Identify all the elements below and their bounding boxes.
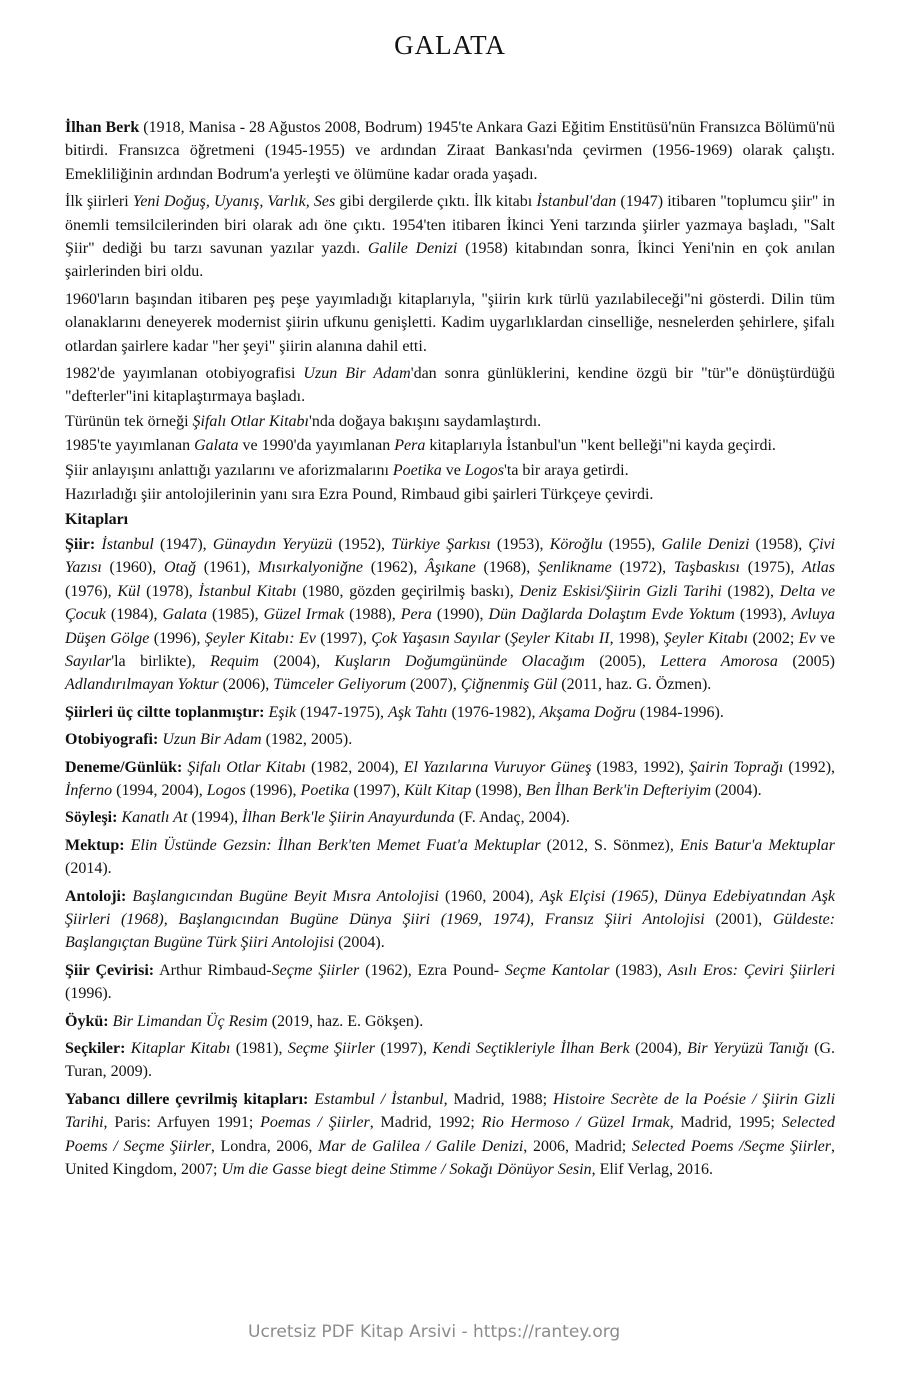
book-title: Kült Kitap — [404, 781, 472, 799]
book-title: Asılı Eros: Çeviri Şiirleri — [667, 961, 836, 979]
book-title: Avluya Düşen Gölge — [65, 606, 836, 647]
book-title: Rio Hermoso / Güzel Irmak — [481, 1114, 670, 1132]
book-title: Kitaplar Kitabı — [130, 1040, 231, 1058]
book-detail: (2004). — [711, 781, 762, 799]
book-detail: (1961), — [195, 559, 259, 577]
books-yabanci — [65, 1088, 835, 1182]
book-title: Kendi Seçtikleriyle İlhan Berk — [432, 1040, 630, 1058]
book-detail: (1996). — [65, 985, 112, 1003]
book-title: Çok Yaşasın Sayılar — [371, 629, 501, 647]
book-title: Mar de Galilea / Galile Denizi — [318, 1137, 524, 1155]
book-title: Histoire Secrète de la Poésie / Şiirin Gizli Tarihi — [65, 1090, 836, 1132]
biography-text — [65, 116, 835, 1185]
book-detail: (1993), — [734, 606, 792, 624]
book-detail: (1994, 2004), — [112, 781, 207, 799]
book-title: Şeyler Kitabı — [663, 629, 749, 647]
book-detail: (2007), — [406, 676, 461, 694]
books-otobiyografi — [65, 728, 835, 751]
bio-paragraph: İlk şiirleri Yeni Doğuş, Uyanış, Varlık, Ses gibi dergilerde çıktı. İlk kitabı İstanbul'dan (1947) itibaren "toplumcu şiir" in önemli temsilcilerinden biri olarak adı öne çıktı. 1954'ten itibaren İkinci Yeni tarzında şiirler yazmaya başladı, "Salt Şiir" dediği bu tarzı savunan yazılar yazdı. Galile Denizi (1958) kitabından sonra, İkinci Yeni'nin en çok anılan şairlerinden biri oldu. — [65, 193, 836, 281]
book-detail: (1998), — [471, 781, 526, 799]
book-title: Ben İlhan Berk'in Defteriyim — [525, 781, 711, 799]
book-detail: (1976-1982), — [447, 703, 540, 721]
book-detail: (1955), — [602, 535, 662, 553]
book-detail: (1992), — [783, 758, 836, 776]
category-list — [117, 809, 569, 826]
book-title: Uzun Bir Adam — [162, 731, 262, 749]
book-detail: (1982, 2004), — [305, 758, 404, 776]
book-detail: (1996), — [245, 781, 301, 799]
book-detail: (1990), — [431, 606, 489, 624]
book-detail: (1983, 1992), — [591, 758, 690, 776]
book-title: Seçme Şiirler — [271, 961, 360, 979]
book-title: Sayılar — [65, 652, 112, 670]
book-title: El Yazılarına Vuruyor Güneş — [403, 758, 592, 776]
book-detail: (1958), — [749, 535, 809, 553]
book-detail: (2011, haz. G. Özmen). — [557, 676, 712, 694]
book-detail: (F. Andaç, 2004). — [454, 809, 570, 827]
book-detail: (2012, S. Sönmez), — [540, 836, 680, 854]
watermark: Ucretsiz PDF Kitap Arsivi - https://rantey.org — [248, 1322, 621, 1342]
book-detail: (2006), — [218, 676, 274, 694]
book-title: Selected Poems /Seçme Şiirler — [631, 1137, 832, 1155]
book-title: Akşama Doğru — [539, 703, 636, 721]
book-detail: (1982, 2005). — [261, 731, 353, 749]
book-title: Şenlikname — [537, 559, 612, 577]
category-label: Söyleşi: — [65, 809, 118, 827]
bio-paragraph: İlhan Berk (1918, Manisa - 28 Ağustos 2008, Bodrum) 1945'te Ankara Gazi Eğitim Enstitüsü'nün Fransızca Bölümü'nü bitirdi. Fransızca öğretmeni (1945-1955) ve ardından Ziraat Bankası'nda çevirmen (1956-1969) olarak çalıştı. Emekliliğinin ardından Bodrum'a yerleşti ve ölümüne kadar orada yaşadı. — [65, 119, 835, 183]
book-detail: (G. Turan, 2009). — [65, 1040, 836, 1081]
book-detail: (1997), — [349, 781, 405, 799]
books-siir — [65, 533, 835, 697]
book-detail: (1984), — [105, 606, 163, 624]
book-title: Başlangıcından Bugüne Beyit Mısra Antolojisi — [132, 887, 439, 905]
book-detail: (1984-1996). — [635, 703, 724, 721]
category-label: Şiirleri üç ciltte toplanmıştır: — [65, 703, 265, 721]
bio-paragraph: Hazırladığı şiir antolojilerinin yanı sıra Ezra Pound, Rimbaud gibi şairleri Türkçeye çevirdi. — [65, 486, 654, 504]
book-title: Logos — [206, 781, 246, 799]
book-title: Şeyler Kitabı: Ev — [204, 629, 316, 647]
category-label: Deneme/Günlük: — [65, 758, 183, 776]
book-detail: (2004), — [258, 652, 335, 670]
book-title: Requim — [210, 652, 259, 670]
page-title: GALATA — [394, 30, 506, 60]
book-title: Estambul / İstanbul — [314, 1090, 444, 1108]
author-name: İlhan Berk — [65, 119, 140, 136]
books-heading: Kitapları — [65, 510, 129, 528]
book-title: Kuşların Doğumgününde Olacağım — [334, 652, 585, 670]
book-title: Şairin Toprağı — [689, 758, 784, 776]
category-list — [65, 962, 835, 1002]
book-detail: , Madrid, 1995; — [669, 1114, 782, 1132]
book-detail: (1962), Ezra Pound- — [359, 961, 505, 979]
book-detail: (1976), — [65, 582, 118, 600]
book-title: Enis Batur'a Mektuplar — [679, 836, 836, 854]
books-mektup — [65, 834, 835, 881]
book-title: Galile Denizi — [661, 535, 750, 553]
book-detail: , Elif Verlag, 2016. — [591, 1161, 714, 1179]
bio-paragraph: 1985'te yayımlanan Galata ve 1990'da yayımlanan Pera kitaplarıyla İstanbul'un "kent belleği"ni kayda geçirdi. — [65, 437, 776, 455]
book-title: Elin Üstünde Gezsin: İlhan Berk'ten Memet Fuat'a Mektuplar — [130, 836, 541, 854]
books-soylesi — [65, 806, 835, 829]
book-detail: (1978), — [140, 582, 199, 600]
book-title: Âşıkane — [425, 559, 476, 577]
book-detail: , Londra, 2006, — [210, 1137, 319, 1155]
book-title: Um die Gasse biegt deine Stimme / Sokağı Dönüyor Sesin — [221, 1161, 592, 1179]
book-title: Poetika — [300, 781, 350, 799]
book-detail: (1972), — [611, 559, 674, 577]
book-detail: , Madrid, 1992; — [369, 1114, 482, 1132]
book-title: Aşk Elçisi (1965), Dünya Edebiyatından Aşk Şiirleri (1968), Başlangıcından Bugüne Dünya Şiiri (1969, 1974), Fransız Şiiri Antolojisi — [65, 887, 836, 928]
book-title: Dün Dağlarda Dolaştım Evde Yoktum — [488, 606, 735, 624]
book-title: Mısırkalyoniğne — [258, 559, 363, 577]
book-detail: 'la birlikte), — [111, 652, 211, 670]
book-title: Eşik — [268, 703, 297, 721]
book-detail: , United Kingdom, 2007; — [65, 1137, 836, 1179]
book-title: Çiğnenmiş Gül — [460, 676, 558, 694]
book-detail: (2014). — [65, 860, 112, 878]
book-title: Aşk Tahtı — [388, 703, 448, 721]
book-title: Delta ve Çocuk — [65, 582, 836, 624]
book-detail: (1997), — [374, 1040, 433, 1058]
book-detail: (1960, 2004), — [438, 887, 540, 905]
book-title: İstanbul Kitabı — [198, 582, 297, 600]
category-label: Yabancı dillere çevrilmiş kitapları: — [65, 1090, 309, 1108]
book-title: Atlas — [802, 559, 835, 577]
book-title: Şifalı Otlar Kitabı — [187, 758, 306, 776]
book-detail: (1994), — [187, 809, 243, 827]
book-title: Kanatlı At — [121, 809, 188, 827]
book-detail: Arthur Rimbaud- — [154, 961, 272, 979]
book-title: Pera — [400, 606, 432, 624]
book-detail: (1968), — [475, 559, 538, 577]
category-label: Şiir: — [65, 535, 96, 553]
book-title: Türkiye Şarkısı — [391, 535, 491, 553]
book-title: Bir Yeryüzü Tanığı — [687, 1040, 809, 1058]
books-oyku — [65, 1010, 835, 1033]
book-detail: , 2006, Madrid; — [523, 1137, 632, 1155]
book-detail: (2002; — [748, 629, 799, 647]
category-list — [158, 731, 352, 748]
book-detail: (1980, gözden geçirilmiş baskı), — [296, 582, 520, 600]
book-title: Lettera Amorosa — [660, 652, 778, 670]
book-title: Şeyler Kitabı II — [510, 629, 610, 647]
book-title: İnferno — [65, 781, 113, 799]
book-title: Bir Limandan Üç Resim — [112, 1012, 268, 1030]
book-title: Galata — [162, 606, 207, 624]
book-detail: (2005) — [777, 652, 836, 670]
bio-paragraph: Türünün tek örneği Şifalı Otlar Kitabı'nda doğaya bakışını saydamlaştırdı. — [65, 412, 542, 430]
book-title: Ev — [798, 629, 816, 647]
book-title: Kül — [117, 582, 141, 600]
book-detail: (2001), — [704, 911, 773, 928]
category-list — [65, 536, 835, 693]
book-detail: , Paris: Arfuyen 1991; — [103, 1114, 261, 1132]
book-title: Taşbaskısı — [673, 559, 740, 577]
book-detail: (1952), — [332, 535, 392, 553]
book-title: Güldeste: Başlangıçtan Bugüne Türk Şiiri Antolojisi — [65, 911, 836, 952]
book-title: Köroğlu — [549, 535, 603, 553]
book-detail: (1953), — [490, 535, 550, 553]
category-label: Mektup: — [65, 836, 125, 854]
book-detail: (1985), — [206, 606, 264, 624]
category-label: Antoloji: — [65, 887, 127, 905]
category-label: Öykü: — [65, 1012, 109, 1030]
book-title: Otağ — [163, 559, 196, 577]
book-title: Adlandırılmayan Yoktur — [65, 676, 219, 694]
books-deneme — [65, 756, 835, 803]
category-list — [265, 704, 724, 721]
books-seckiler — [65, 1037, 835, 1084]
book-title: Günaydın Yeryüzü — [212, 535, 333, 553]
book-title: Selected Poems / Seçme Şiirler — [65, 1114, 836, 1155]
category-list — [109, 1013, 424, 1030]
book-detail: (2005), — [584, 652, 661, 670]
book-title: Deniz Eskisi/Şiirin Gizli Tarihi — [519, 582, 722, 600]
book-title: İlhan Berk'le Şiirin Anayurdunda — [242, 809, 455, 827]
book-title: Güzel Irmak — [263, 606, 345, 624]
book-title: İstanbul — [101, 535, 154, 553]
book-detail: (1997), — [315, 629, 372, 647]
category-list — [65, 837, 835, 877]
book-detail: (1947), — [153, 535, 213, 553]
bio-paragraph: 1982'de yayımlanan otobiyografisi Uzun Bir Adam'dan sonra günlüklerini, kendine özgü bir "tür"e dönüştürdüğü "defterler"ini kitaplaştırmaya başladı. — [65, 365, 836, 406]
book-detail: (2004). — [334, 934, 385, 952]
book-detail: (1996), — [149, 629, 205, 647]
book-title: Çivi Yazısı — [65, 535, 836, 577]
book-detail: (1982), — [721, 582, 780, 600]
bio-paragraph: 1960'ların başından itibaren peş peşe yayımladığı kitaplarıyla, "şiirin kırk türlü yazılabileceği"ni gösterdi. Dilin tüm olanaklarını deneyerek modernist şiirin ufkunu genişletti. Kadim uygarlıklardan cinselliğe, nesnelerden şehirlere, şifalı otlardan şairlere kadar "her şeyi" şiirin alanına dahil etti. — [65, 290, 835, 355]
category-list — [65, 1040, 835, 1080]
category-label: Şiir Çevirisi: — [65, 961, 155, 979]
books-collected — [65, 701, 835, 724]
book-detail: ve — [815, 629, 836, 647]
book-detail: (2004), — [629, 1040, 688, 1058]
category-list — [65, 888, 835, 952]
book-detail: (1981), — [230, 1040, 288, 1058]
books-ceviri — [65, 959, 835, 1006]
book-detail: (2019, haz. E. Gökşen). — [267, 1012, 424, 1030]
book-title: Seçme Şiirler — [287, 1040, 375, 1058]
book-detail: (1988), — [344, 606, 401, 624]
book-detail: (1975), — [739, 559, 803, 577]
book-title: Seçme Kantolar — [504, 961, 610, 979]
book-detail: , 1998), — [609, 629, 664, 647]
book-title: Poemas / Şiirler — [260, 1114, 370, 1132]
book-detail: (1960), — [101, 559, 164, 577]
book-detail: , Madrid, 1988; — [443, 1090, 554, 1108]
books-antoloji — [65, 885, 835, 955]
book-detail: (1983), — [609, 961, 668, 979]
book-detail: (1947-1975), — [296, 703, 389, 721]
category-label: Otobiyografi: — [65, 731, 159, 749]
book-detail: ( — [500, 629, 511, 647]
category-label: Seçkiler: — [65, 1040, 126, 1058]
book-detail: (1962), — [362, 559, 426, 577]
book-title: Tümceler Geliyorum — [273, 676, 407, 694]
bio-paragraph: Şiir anlayışını anlattığı yazılarını ve aforizmalarını Poetika ve Logos'ta bir araya getirdi. — [65, 461, 629, 479]
